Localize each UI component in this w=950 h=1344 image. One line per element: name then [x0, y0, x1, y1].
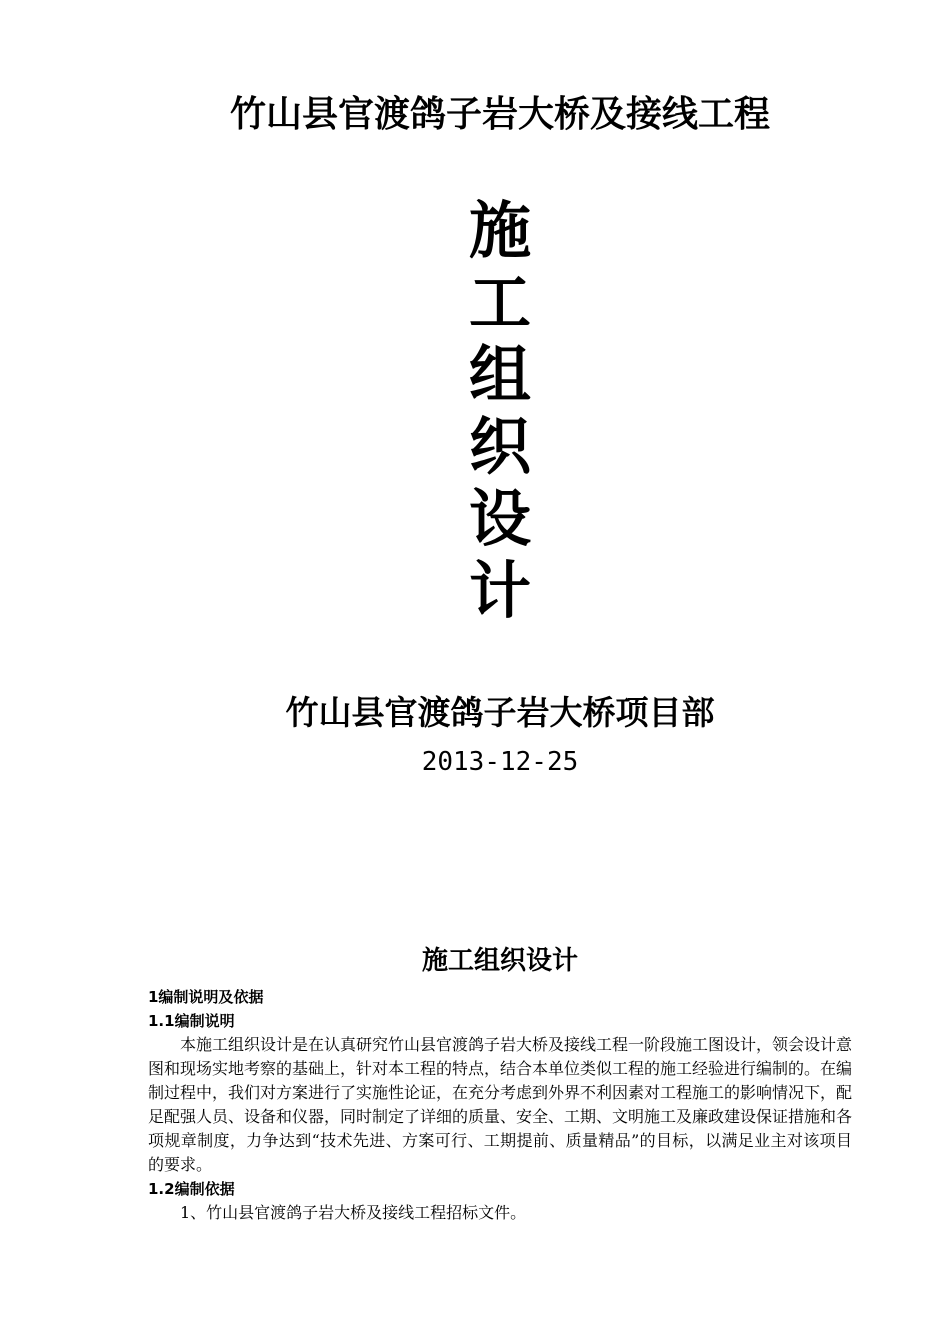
- basis-item-1: 1、竹山县官渡鸽子岩大桥及接线工程招标文件。: [180, 1203, 527, 1222]
- organization-name: 竹山县官渡鸽子岩大桥项目部: [285, 693, 715, 732]
- title-char-3: 组: [468, 338, 531, 411]
- title-char-1: 施: [468, 194, 531, 267]
- heading-1: 1编制说明及依据: [148, 988, 264, 1006]
- paragraph-1-1: 本施工组织设计是在认真研究竹山县官渡鸽子岩大桥及接线工程一阶段施工图设计，领会设计意图和现场实地考察的基础上，针对本工程的特点，结合本单位类似工程的施工经验进行编制的。在编制过程中，我们对方案进行了实施性论证，在充分考虑到外界不利因素对工程施工的影响情况下，配足配强人员、设备和仪器，同时制定了详细的质量、安全、工期、文明施工及廉政建设保证措施和各项规章制度，力争达到“技术先进、方案可行、工期提前、质量精品”的目标，以满足业主对该项目的要求。: [148, 1035, 853, 1174]
- document-type-title: [445, 195, 555, 627]
- project-title: 竹山县官渡鸽子岩大桥及接线工程: [229, 94, 770, 135]
- body-content: [148, 985, 852, 1225]
- title-char-4: 织: [468, 410, 531, 483]
- title-char-6: 计: [468, 554, 531, 627]
- section-title: 施工组织设计: [421, 946, 578, 976]
- heading-1-2: 1.2编制依据: [148, 1180, 235, 1198]
- title-char-5: 设: [468, 482, 531, 555]
- document-date: 2013-12-25: [421, 747, 579, 777]
- heading-1-1: 1.1编制说明: [148, 1012, 235, 1030]
- title-char-2: 工: [468, 266, 531, 339]
